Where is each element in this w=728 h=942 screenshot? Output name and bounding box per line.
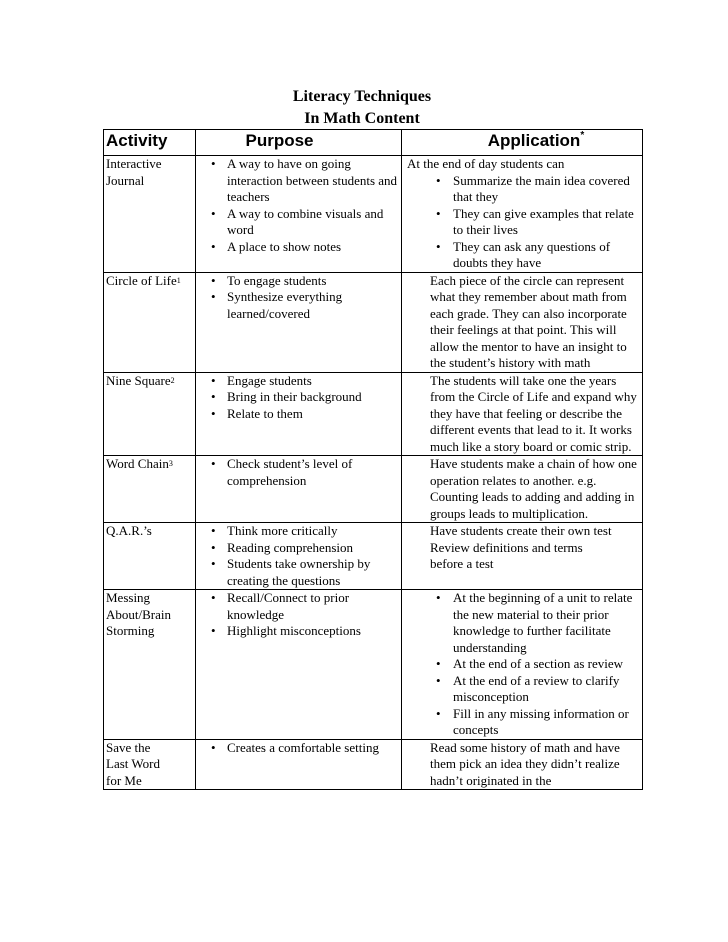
activity-cell: Messing About/Brain Storming (104, 590, 196, 740)
footnote-ref: 2 (170, 375, 175, 385)
application-text: Read some history of math and have them pick an idea they didn’t realize hadn’t originated in the (430, 739, 620, 788)
list-item: • At the end of a section as review (428, 656, 640, 673)
techniques-table (103, 129, 643, 790)
document-title: Literacy Techniques (292, 88, 432, 105)
purpose-cell (196, 739, 402, 790)
list-item: • At the beginning of a unit to relate the new material to their prior knowledge to further facilitate understanding (428, 590, 640, 656)
table-row (104, 590, 643, 740)
activity-label: Nine Square (106, 372, 171, 388)
header-purpose: Purpose (196, 130, 402, 156)
table-row (104, 272, 643, 372)
activity-label: Word Chain (106, 456, 169, 471)
header-activity: Activity (104, 130, 196, 156)
activity-cell (104, 272, 196, 372)
footnote-ref: 3 (168, 459, 173, 468)
list-item: • Think more critically (202, 523, 399, 540)
application-cell (402, 739, 643, 790)
application-cell (402, 156, 643, 273)
list-item: • Synthesize everything learned/covered (202, 289, 399, 322)
list-item: • They can ask any questions of doubts they have (428, 239, 640, 272)
list-item: • Reading comprehension (202, 540, 399, 557)
header-application-label: Application (487, 131, 581, 150)
application-line: Review definitions and terms (430, 539, 583, 555)
list-item: • Recall/Connect to prior knowledge (202, 590, 399, 623)
list-item: • Summarize the main idea covered that they (428, 173, 640, 206)
footnote-mark: * (580, 130, 585, 141)
document-subtitle: In Math Content (304, 110, 420, 127)
list-item: • To engage students (202, 273, 399, 290)
application-line: Have students create their own test (430, 523, 612, 538)
purpose-cell (196, 272, 402, 372)
list-item: • Relate to them (202, 406, 399, 423)
application-cell (402, 590, 643, 740)
table-row (104, 456, 643, 523)
purpose-cell (196, 456, 402, 523)
list-item: • Students take ownership by creating the questions (202, 556, 399, 589)
activity-label: Circle of Life (106, 272, 177, 288)
list-item: • Highlight misconceptions (202, 623, 399, 640)
list-item: • Bring in their background (202, 389, 399, 406)
activity-cell: Save the Last Word for Me (104, 739, 196, 790)
list-item: • At the end of a review to clarify misconception (428, 673, 640, 706)
purpose-cell (196, 523, 402, 590)
table-row (104, 372, 643, 456)
application-cell (402, 456, 643, 523)
application-line: before a test (430, 556, 494, 571)
purpose-cell (196, 372, 402, 456)
purpose-cell (196, 156, 402, 273)
table-row (104, 523, 643, 590)
list-item: • A way to have on going interaction between students and teachers (202, 156, 399, 206)
application-cell (402, 523, 643, 590)
table-header-row (104, 130, 643, 156)
table-row (104, 739, 643, 790)
list-item: • Check student’s level of comprehension (202, 456, 399, 489)
application-text: The students will take one the years from the Circle of Life and expand why they have that feeling or describe the different events that lead to it. It works much like a story board or comic strip. (430, 372, 637, 454)
application-text: Have students make a chain of how one operation relates to another. e.g. Counting leads to adding and adding in groups leads to multiplication. (430, 456, 637, 521)
table-row (104, 156, 643, 273)
application-cell (402, 372, 643, 456)
footnote-ref: 1 (176, 275, 181, 285)
list-item: • Creates a comfortable setting (202, 740, 399, 757)
purpose-cell (196, 590, 402, 740)
application-intro: At the end of day students can (407, 156, 565, 171)
activity-cell (104, 456, 196, 523)
activity-cell: Q.A.R.’s (104, 523, 196, 590)
application-cell (402, 272, 643, 372)
list-item: • A place to show notes (202, 239, 399, 256)
list-item: • A way to combine visuals and word (202, 206, 399, 239)
activity-cell: Interactive Journal (104, 156, 196, 273)
application-text: Each piece of the circle can represent what they remember about math from each grade. They can also incorporate their feelings at that point. This will allow the mentor to have an insight to the student’s history with math (430, 272, 627, 370)
list-item: • Fill in any missing information or concepts (428, 706, 640, 739)
list-item: • They can give examples that relate to their lives (428, 206, 640, 239)
header-application (402, 130, 643, 156)
activity-cell (104, 372, 196, 456)
list-item: • Engage students (202, 373, 399, 390)
